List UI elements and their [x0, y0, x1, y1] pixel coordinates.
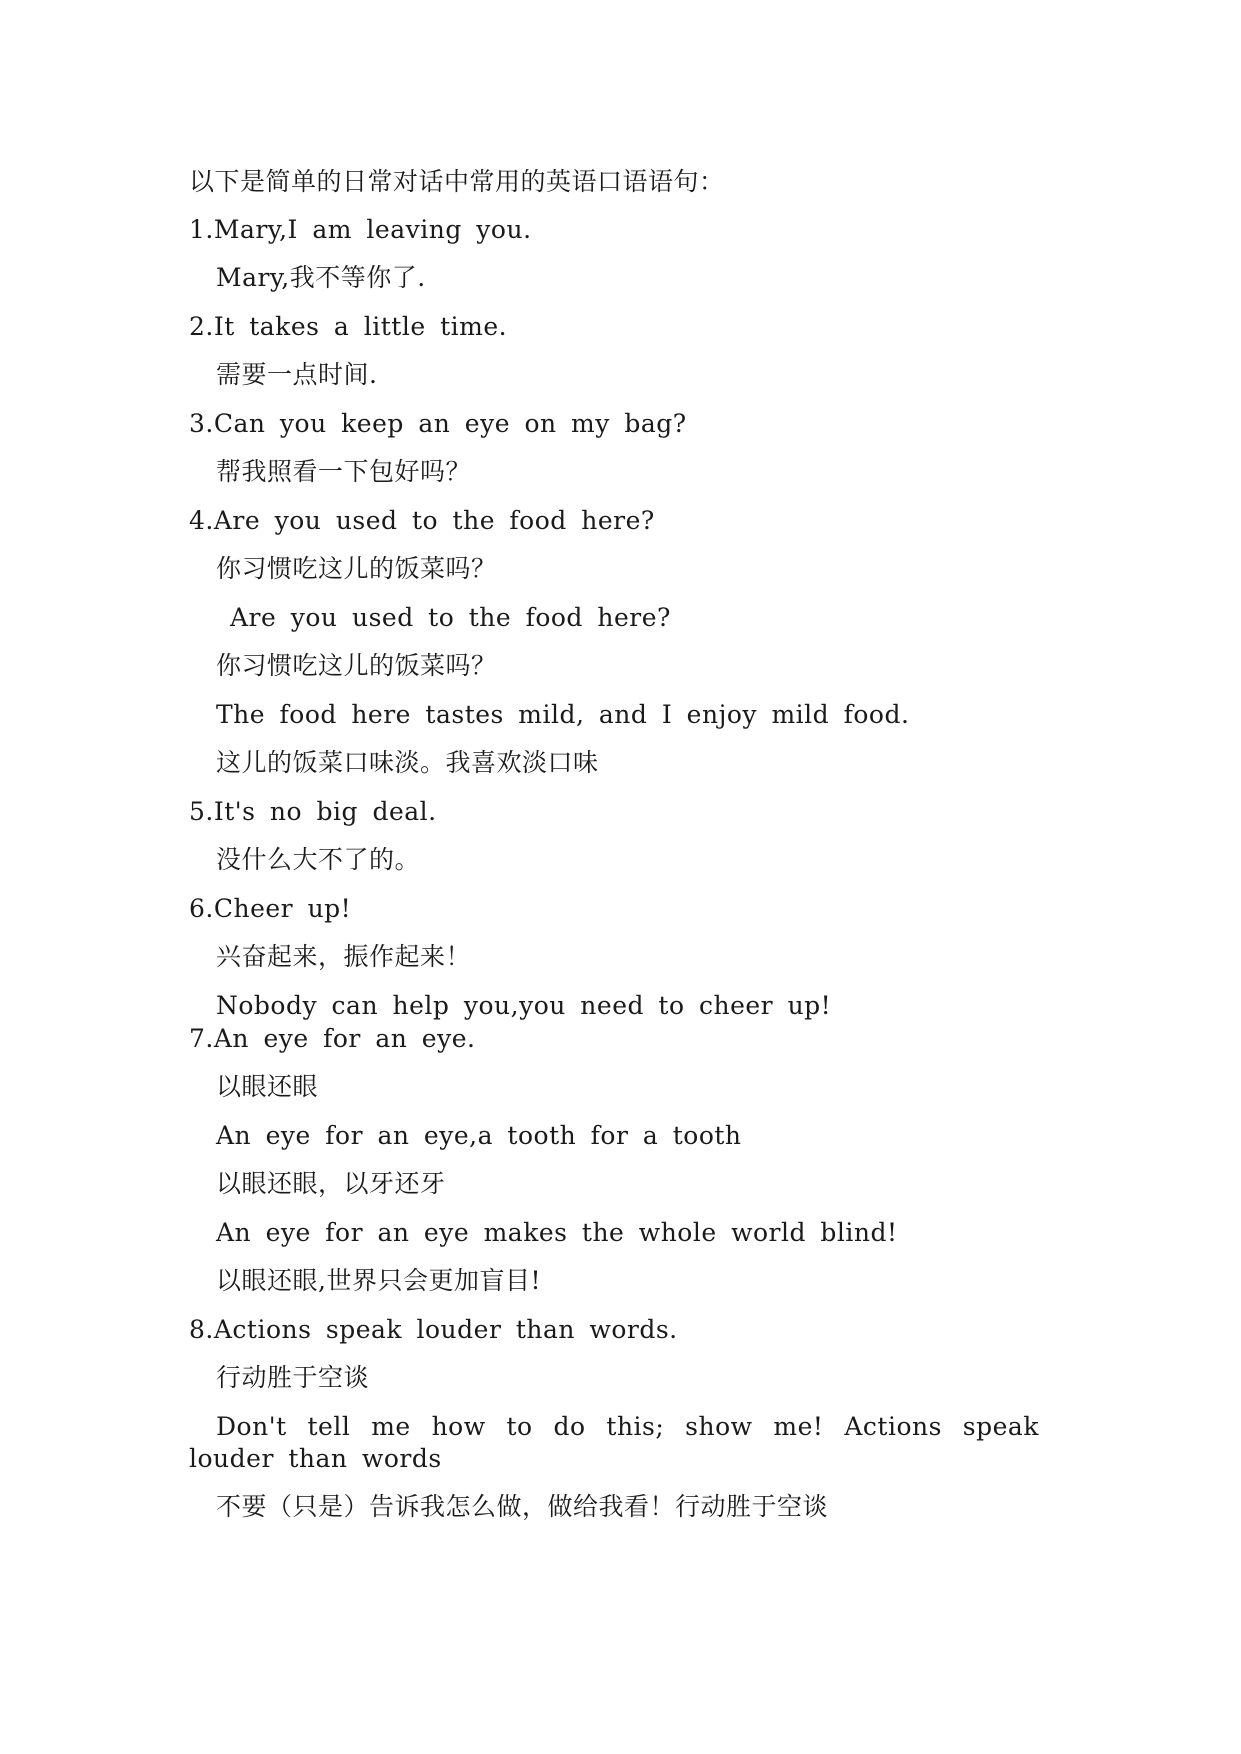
translation-7: 以眼还眼 — [216, 1072, 319, 1101]
translation-6: 兴奋起来，振作起来！ — [216, 942, 472, 971]
example-6: Nobody can help you,you need to cheer up! — [216, 991, 832, 1020]
example-7-translation: 以眼还眼，以牙还牙 — [216, 1169, 446, 1198]
translation-4: 你习惯吃这儿的饭菜吗？ — [216, 554, 497, 583]
translation-1: Mary,我不等你了. — [216, 263, 426, 292]
phrase-5: 5.It's no big deal. — [189, 797, 437, 826]
example-7b-translation: 以眼还眼,世界只会更加盲目! — [216, 1266, 541, 1295]
phrase-3: 3.Can you keep an eye on my bag? — [189, 409, 687, 438]
example-8: Don't tell me how to do this; show me! Actions speak louder than words — [189, 1412, 1039, 1473]
example-4: Are you used to the food here? — [230, 603, 671, 632]
translation-8: 行动胜于空谈 — [216, 1363, 370, 1392]
phrase-6: 6.Cheer up! — [189, 894, 352, 923]
phrase-7: 7.An eye for an eye. — [189, 1024, 476, 1053]
translation-3: 帮我照看一下包好吗？ — [216, 457, 472, 486]
translation-5: 没什么大不了的。 — [216, 845, 421, 874]
example-4-translation: 你习惯吃这儿的饭菜吗？ — [216, 651, 497, 680]
phrase-1: 1.Mary,I am leaving you. — [189, 215, 532, 244]
example-4b: The food here tastes mild, and I enjoy mild food. — [216, 700, 910, 729]
phrase-2: 2.It takes a little time. — [189, 312, 508, 341]
example-7: An eye for an eye,a tooth for a tooth — [216, 1121, 742, 1150]
example-8-translation: 不要（只是）告诉我怎么做，做给我看！行动胜于空谈 — [216, 1492, 829, 1521]
phrase-8: 8.Actions speak louder than words. — [189, 1315, 678, 1344]
example-7b: An eye for an eye makes the whole world blind! — [216, 1218, 898, 1247]
phrase-4: 4.Are you used to the food here? — [189, 506, 655, 535]
translation-2: 需要一点时间. — [216, 360, 378, 389]
intro-line: 以下是简单的日常对话中常用的英语口语语句： — [189, 167, 725, 196]
example-4b-translation: 这儿的饭菜口味淡。我喜欢淡口味 — [216, 748, 599, 777]
